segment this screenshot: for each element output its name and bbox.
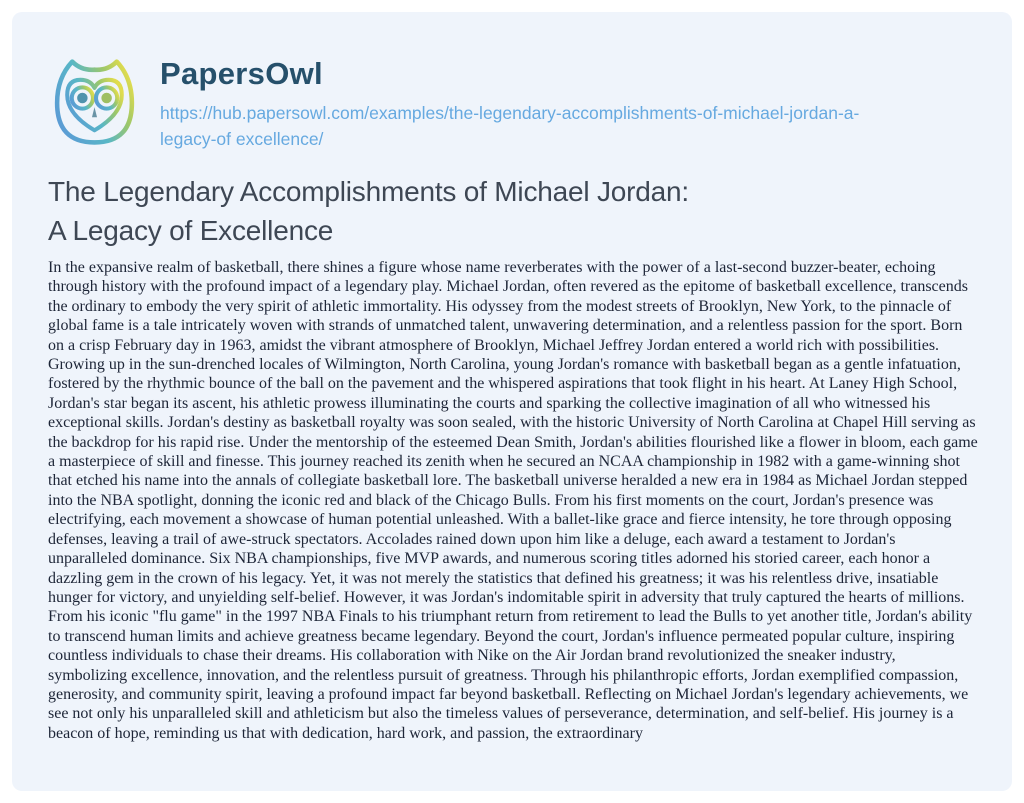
page-title-line1: The Legendary Accomplishments of Michael Jordan: — [48, 176, 689, 207]
site-header — [46, 50, 859, 152]
document-card — [12, 12, 1012, 791]
source-url-line1: https://hub.papersowl.com/examples/the-legendary-accomplishments-of-michael-jordan-a- — [160, 103, 860, 123]
owl-icon — [46, 50, 143, 148]
page-title-line2: A Legacy of Excellence — [48, 215, 334, 246]
source-url-line2: legacy-of excellence/ — [160, 129, 324, 149]
brand-block — [160, 50, 859, 152]
page-title — [48, 172, 689, 250]
essay-body-text: In the expansive realm of basketball, there shines a figure whose name reverberates with the power of a last-second buzzer-beater, echoing through history with the profound impact of a legendary play. Michael Jordan, often revered as the epitome of basketball excellence, transcends the ordinary to embody the very spirit of athletic immortality. His odyssey from the modest streets of Brooklyn, New York, to the pinnacle of global fame is a tale intricately woven with strands of unmatched talent, unwavering determination, and a relentless passion for the sport. Born on a crisp February day in 1963, amidst the vibrant atmosphere of Brooklyn, Michael Jeffrey Jordan entered a world rich with possibilities. Growing up in the sun-drenched locales of Wilmington, North Carolina, young Jordan's romance with basketball began as a gentle infatuation, fostered by the rhythmic bounce of the ball on the pavement and the whispered aspirations that took flight in his heart. At Laney High School, Jordan's star began its ascent, his athletic prowess illuminating the courts and sparking the collective imagination of all who witnessed his exceptional skills. Jordan's destiny as basketball royalty was soon sealed, with the historic University of North Carolina at Chapel Hill serving as the backdrop for his rapid rise. Under the mentorship of the esteemed Dean Smith, Jordan's abilities flourished like a flower in bloom, each game a masterpiece of skill and finesse. This journey reached its zenith when he secured an NCAA championship in 1982 with a game-winning shot that etched his name into the annals of collegiate basketball lore. The basketball universe heralded a new era in 1984 as Michael Jordan stepped into the NBA spotlight, donning the iconic red and black of the Chicago Bulls. From his first moments on the court, Jordan's presence was electrifying, each movement a showcase of human potential unleashed. With a ballet-like grace and fierce intensity, he tore through opposing defenses, leaving a trail of awe-struck spectators. Accolades rained down upon him like a deluge, each award a testament to Jordan's unparalleled dominance. Six NBA championships, five MVP awards, and numerous scoring titles adorned his storied career, each honor a dazzling gem in the crown of his legacy. Yet, it was not merely the statistics that defined his greatness; it was his relentless drive, insatiable hunger for victory, and unyielding self-belief. However, it was Jordan's indomitable spirit in adversity that truly captured the hearts of millions. From his iconic "flu game" in the 1997 NBA Finals to his triumphant return from retirement to lead the Bulls to yet another title, Jordan's ability to transcend human limits and achieve greatness became legendary. Beyond the court, Jordan's influence permeated popular culture, inspiring countless individuals to chase their dreams. His collaboration with Nike on the Air Jordan brand revolutionized the sneaker industry, symbolizing excellence, innovation, and the relentless pursuit of greatness. Through his philanthropic efforts, Jordan exemplified compassion, generosity, and community spirit, leaving a profound impact far beyond basketball. Reflecting on Michael Jordan's legendary achievements, we see not only his unparalleled skill and athleticism but also the timeless values of perseverance, determination, and self-belief. His journey is a beacon of hope, reminding us that with dedication, hard work, and passion, the extraordinary — [48, 259, 978, 742]
source-url-link[interactable] — [160, 100, 859, 152]
brand-name: PapersOwl — [160, 56, 323, 91]
papersowl-logo — [46, 50, 143, 148]
